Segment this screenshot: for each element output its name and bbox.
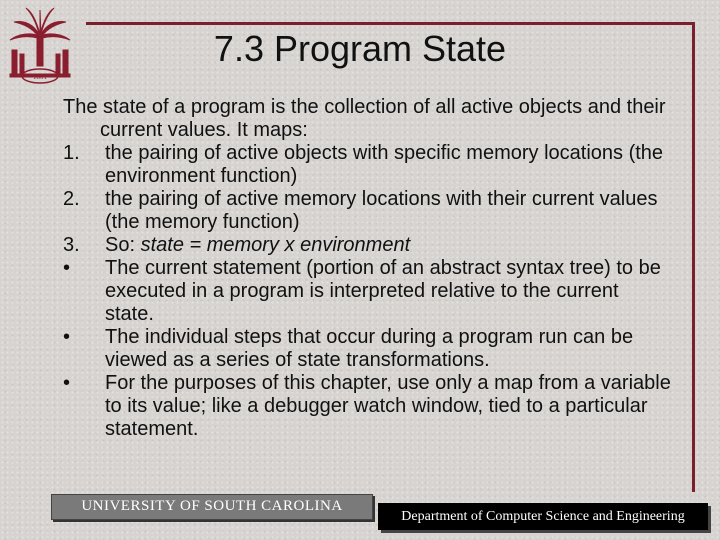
university-footer [51,494,373,520]
numbered-item [63,142,673,188]
slide-body [63,96,673,441]
item-text: The current statement (portion of an abstract syntax tree) to be executed in a program is interpreted relative to the current state. [105,257,661,325]
bullet-item [63,326,673,372]
numbered-item [63,188,673,234]
item-text: the pairing of active memory locations with their current values (the memory function) [105,188,658,233]
bullet-marker: • [63,257,71,279]
item-text [105,234,410,256]
numbered-item [63,234,673,257]
intro-paragraph: The state of a program is the collection of all active objects and their current values. It maps: [63,96,666,141]
item-number: 1. [63,142,80,164]
item-text: the pairing of active objects with specific memory locations (the environment function) [105,142,664,187]
department-name: Department of Computer Science and Engineering [401,509,685,524]
bullet-item [63,257,673,326]
svg-text:1801: 1801 [33,73,47,81]
bullet-marker: • [63,372,71,394]
bullet-item [63,372,673,441]
item-text: For the purposes of this chapter, use only a map from a variable to its value; like a debugger watch window, tied to a particular statement. [105,372,671,440]
item-number: 3. [63,234,80,256]
item-prefix: So: [105,234,141,256]
item-number: 2. [63,188,80,210]
item-text: The individual steps that occur during a program run can be viewed as a series of state transformations. [105,326,634,371]
palmetto-seal-icon [4,6,76,88]
slide-title: 7.3 Program State [213,28,507,69]
bullet-marker: • [63,326,71,348]
state-formula: state = memory x environment [140,234,411,256]
department-footer [378,503,708,530]
university-name: UNIVERSITY OF SOUTH CAROLINA [81,498,343,514]
